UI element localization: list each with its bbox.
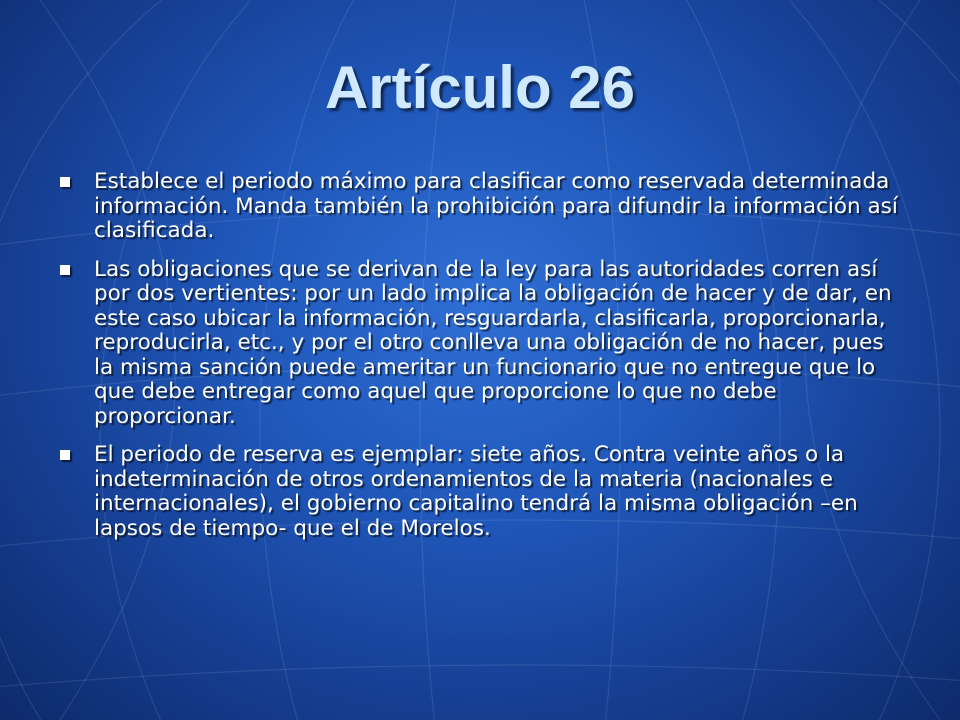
slide-title: Artículo 26 bbox=[324, 54, 636, 121]
bullet-list bbox=[58, 170, 908, 555]
bullet-item bbox=[58, 258, 908, 430]
square-bullet-icon bbox=[60, 450, 70, 460]
bullet-text: Las obligaciones que se derivan de la ley para las autoridades corren así por dos vertientes: por un lado implica la obligación de hacer y de dar, en este caso ubicar la información, resguardarla, clasificarla, proporcionarla, reproducirla, etc., y por el otro conlleva una obligación de no hacer, pues la misma sanción puede ameritar un funcionario que no entregue que lo que debe entregar como aquel que proporcione lo que no debe proporcionar. bbox=[94, 256, 892, 429]
square-bullet-icon bbox=[60, 177, 70, 187]
bullet-item bbox=[58, 170, 908, 244]
bullet-text: El periodo de reserva es ejemplar: siete años. Contra veinte años o la indeterminación de otros ordenamientos de la materia (nacionales e internacionales), el gobierno capitalino tendrá la misma obligación –en lapsos de tiempo- que el de Morelos. bbox=[94, 442, 858, 541]
bullet-item bbox=[58, 443, 908, 541]
bullet-text: Establece el periodo máximo para clasificar como reservada determinada información. Manda también la prohibición para difundir la información así clasificada. bbox=[94, 169, 898, 243]
square-bullet-icon bbox=[60, 265, 70, 275]
